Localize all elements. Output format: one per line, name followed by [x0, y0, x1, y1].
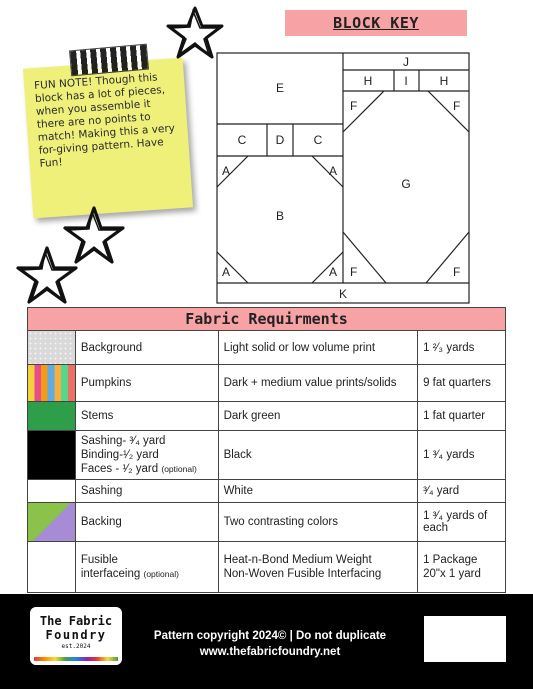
- optional-note: (optional): [161, 464, 197, 474]
- fabric-item-line: Fusible: [80, 554, 118, 566]
- piece-label-c: C: [237, 133, 247, 147]
- table-row: [28, 503, 506, 542]
- logo-line-1: The Fabric: [39, 614, 113, 628]
- piece-label-h: H: [439, 74, 449, 88]
- table-row: [28, 480, 506, 503]
- block-key-title: BLOCK KEY: [285, 10, 467, 36]
- piece-label-f: F: [453, 265, 461, 279]
- piece-label-h: H: [363, 74, 373, 88]
- piece-label-f: F: [350, 99, 358, 113]
- piece-label-c: C: [313, 133, 323, 147]
- swatch-backing: [28, 503, 76, 542]
- piece-label-a: A: [329, 164, 338, 178]
- logo-line-2: Foundry: [45, 628, 107, 642]
- piece-label-f: F: [350, 265, 358, 279]
- fabric-item-line: Binding-¹⁄₂ yard: [80, 449, 159, 461]
- piece-label-a: A: [329, 265, 338, 279]
- blank-box: [424, 616, 506, 662]
- fabric-item: Sashing: [75, 480, 218, 503]
- fabric-item: Background: [75, 331, 218, 365]
- logo-line-3: est.2024: [61, 643, 91, 650]
- piece-label-f: F: [453, 99, 461, 113]
- fabric-item: Pumpkins: [75, 365, 218, 402]
- piece-label-k: K: [338, 287, 348, 301]
- block-diagram: [216, 52, 470, 304]
- fabric-description: Dark green: [218, 402, 418, 431]
- logo-rainbow-bar: [34, 657, 118, 661]
- piece-label-i: I: [404, 74, 408, 88]
- piece-label-a: A: [222, 164, 231, 178]
- piece-label-j: J: [403, 55, 409, 69]
- fabric-description-line: Non-Woven Fusible Interfacing: [223, 568, 382, 580]
- fabric-requirements-title: Fabric Requirments: [28, 308, 506, 331]
- fabric-description: Black: [218, 431, 418, 480]
- fabric-item: Stems: [75, 402, 218, 431]
- fabric-item: [75, 542, 218, 593]
- copyright-text: Pattern copyright 2024© | Do not duplicate: [153, 630, 387, 642]
- optional-note: (optional): [143, 569, 179, 579]
- swatch-white: [28, 480, 76, 503]
- fabric-amount: 1 ³⁄₄ yards of each: [418, 503, 506, 542]
- piece-label-a: A: [222, 265, 231, 279]
- table-row: [28, 365, 506, 402]
- footer: [0, 594, 533, 689]
- table-row: [28, 542, 506, 593]
- fun-note: [20, 45, 190, 215]
- table-row: [28, 431, 506, 480]
- piece-label-g: G: [401, 177, 411, 191]
- swatch-stems: [28, 402, 76, 431]
- website-link[interactable]: www.thefabricfoundry.net: [199, 646, 341, 658]
- piece-label-e: E: [275, 81, 285, 95]
- fabric-description-line: Heat-n-Bond Medium Weight: [223, 554, 372, 566]
- swatch-background: [28, 331, 76, 365]
- fabric-item-line: interfaceing: [80, 568, 141, 580]
- fabric-description: Light solid or low volume print: [218, 331, 418, 365]
- fabric-amount: 9 fat quarters: [418, 365, 506, 402]
- fabric-amount: 1 fat quarter: [418, 402, 506, 431]
- fabric-item: [75, 431, 218, 480]
- piece-label-b: B: [275, 209, 285, 223]
- fabric-description: Dark + medium value prints/solids: [218, 365, 418, 402]
- fabric-item-line: Sashing- ³⁄₄ yard: [80, 435, 166, 447]
- fabric-description: White: [218, 480, 418, 503]
- fabric-foundry-logo: [30, 607, 122, 665]
- fun-note-text: FUN NOTE! Though this block has a lot of pieces, when you assemble it there are no points to match! Making this a very for-giving pattern. Have Fun!: [33, 71, 176, 170]
- swatch-fusible: [28, 542, 76, 593]
- fabric-description: [218, 542, 418, 593]
- fabric-amount: 1 ³⁄₄ yards: [418, 431, 506, 480]
- fabric-description: Two contrasting colors: [218, 503, 418, 542]
- fabric-item: Backing: [75, 503, 218, 542]
- star-icon: [15, 245, 79, 305]
- fabric-requirements-table: [27, 307, 506, 593]
- copyright-block: [140, 628, 400, 660]
- swatch-pumpkins: [28, 365, 76, 402]
- swatch-black: [28, 431, 76, 480]
- table-row: [28, 331, 506, 365]
- fabric-amount: 1 Package 20"x 1 yard: [418, 542, 506, 593]
- fabric-amount: ³⁄₄ yard: [418, 480, 506, 503]
- table-row: [28, 402, 506, 431]
- fabric-item-line: Faces - ¹⁄₂ yard: [80, 463, 159, 475]
- fabric-amount: 1 ²⁄₃ yards: [418, 331, 506, 365]
- fun-note-paper: [23, 58, 193, 219]
- piece-label-d: D: [275, 133, 285, 147]
